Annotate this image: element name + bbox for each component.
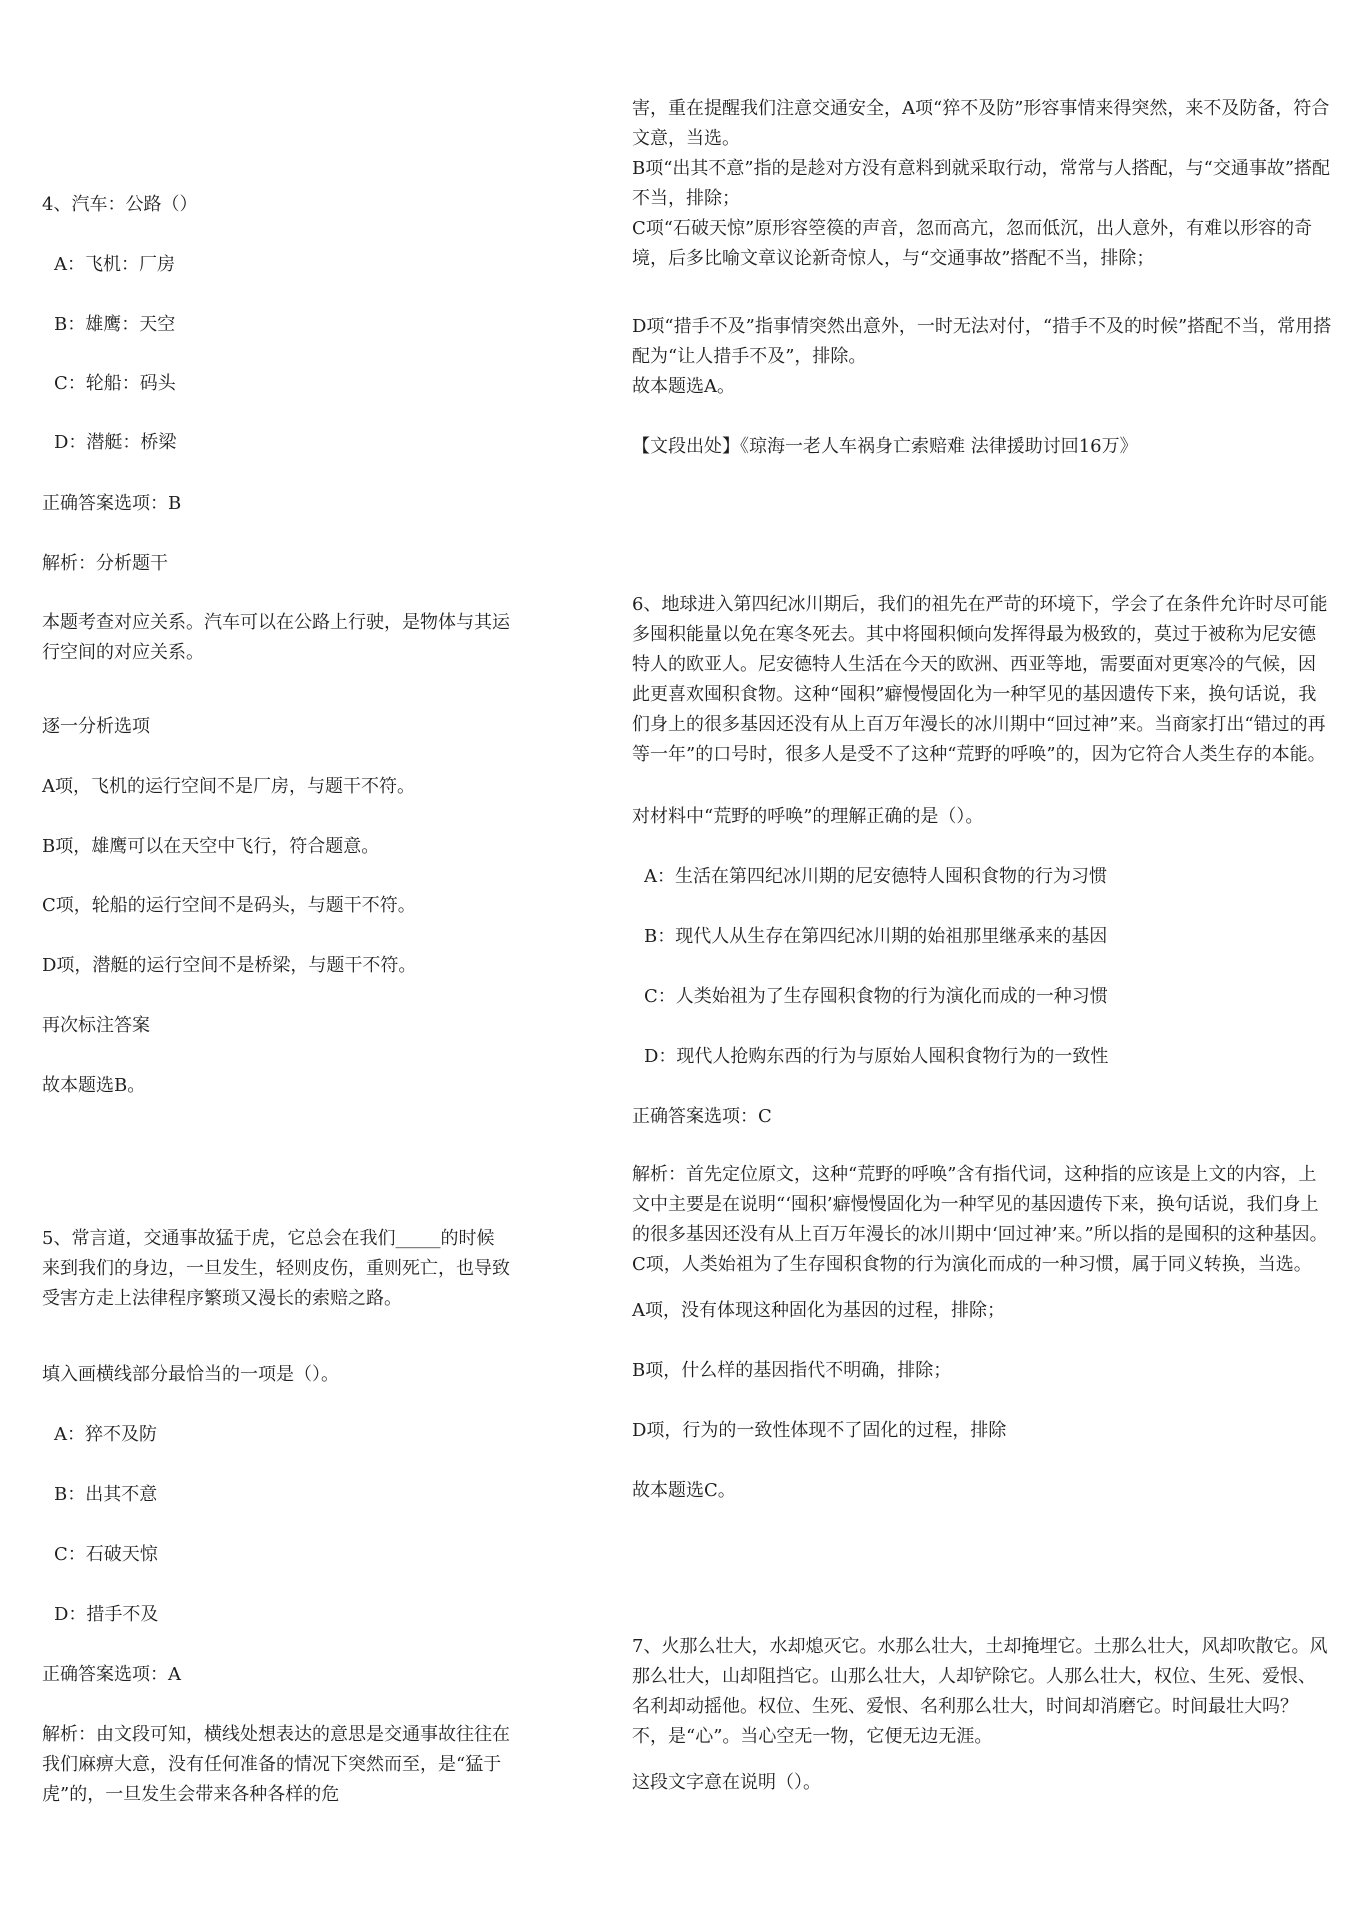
question-5-option-a: A：猝不及防 <box>54 1424 157 1445</box>
question-7-passage: 7、火那么壮大，水却熄灭它。水那么壮大，土却掩埋它。土那么壮大，风却吹散它。风那么壮大，山却阻挡它。山那么壮大，人却铲除它。人那么壮大，权位、生死、爱恨、名利却动摇他。权位、生死、爱恨、名利那么壮大，时间却消磨它。时间最壮大吗？不，是“心”。当心空无一物，它便无边无涯。 <box>632 1636 1328 1747</box>
question-4-option-a: A：飞机：厂房 <box>54 254 175 275</box>
question-6-option-a: A：生活在第四纪冰川期的尼安德特人囤积食物的行为习惯 <box>644 866 1107 887</box>
question-4-recheck: 再次标注答案 <box>42 1015 150 1036</box>
question-4-stem: 4、汽车：公路（） <box>42 194 198 215</box>
question-5-option-d-analysis: D项“措手不及”指事情突然出意外，一时无法对付，“措手不及的时候”搭配不当，常用搭配为“让人措手不及”，排除。 <box>632 316 1332 367</box>
question-4-conclusion: 故本题选B。 <box>42 1075 146 1096</box>
question-6-answer: 正确答案选项：C <box>632 1106 772 1127</box>
question-6-option-c: C：人类始祖为了生存囤积食物的行为演化而成的一种习惯 <box>644 986 1108 1007</box>
question-6-option-a-analysis: A项，没有体现这种固化为基因的过程，排除； <box>632 1300 1005 1321</box>
question-5-option-b-analysis: B项“出其不意”指的是趁对方没有意料到就采取行动，常常与人搭配，与“交通事故”搭配不当，排除； <box>632 158 1331 209</box>
question-4-option-analysis-d: D项，潜艇的运行空间不是桥梁，与题干不符。 <box>42 955 417 976</box>
question-4-option-analysis-c: C项，轮船的运行空间不是码头，与题干不符。 <box>42 895 416 916</box>
question-5-prompt: 填入画横线部分最恰当的一项是（）。 <box>42 1364 339 1385</box>
question-4-step-title: 逐一分析选项 <box>42 716 150 737</box>
question-4-option-d: D：潜艇：桥梁 <box>54 432 177 453</box>
question-6-option-b-analysis: B项，什么样的基因指代不明确，排除； <box>632 1360 952 1381</box>
question-4-option-c: C：轮船：码头 <box>54 373 176 394</box>
question-4-option-analysis-b: B项，雄鹰可以在天空中飞行，符合题意。 <box>42 836 380 857</box>
question-4-analysis-text: 本题考查对应关系。汽车可以在公路上行驶，是物体与其运行空间的对应关系。 <box>42 612 510 663</box>
question-4-answer: 正确答案选项：B <box>42 493 182 514</box>
question-6-conclusion: 故本题选C。 <box>632 1480 736 1501</box>
question-5-option-b: B：出其不意 <box>54 1484 158 1505</box>
question-5-source: 【文段出处】《琼海一老人车祸身亡索赔难 法律援助讨回16万》 <box>632 436 1138 457</box>
question-4-option-b: B：雄鹰：天空 <box>54 314 176 335</box>
question-6-analysis: 解析：首先定位原文，这种“荒野的呼唤”含有指代词，这种指的应该是上文的内容，上文中主要是在说明“‘囤积’癖慢慢固化为一种罕见的基因遗传下来，换句话说，我们身上的很多基因还没有从上百万年漫长的冰川期中‘回过神’来。”所以指的是囤积的这种基因。C项，人类始祖为了生存囤积食物的行为演化而成的一种习惯，属于同义转换，当选。 <box>632 1164 1328 1275</box>
question-6-prompt: 对材料中“荒野的呼唤”的理解正确的是（）。 <box>632 806 984 827</box>
question-6-option-d-analysis: D项，行为的一致性体现不了固化的过程，排除 <box>632 1420 1007 1441</box>
question-6-passage: 6、地球进入第四纪冰川期后，我们的祖先在严苛的环境下，学会了在条件允许时尽可能多囤积能量以免在寒冬死去。其中将囤积倾向发挥得最为极致的，莫过于被称为尼安德特人的欧亚人。尼安德特人生活在今天的欧洲、西亚等地，需要面对更寒冷的气候，因此更喜欢囤积食物。这种“囤积”癖慢慢固化为一种罕见的基因遗传下来，换句话说，我们身上的很多基因还没有从上百万年漫长的冰川期中“回过神”来。当商家打出“错过的再等一年”的口号时，很多人是受不了这种“荒野的呼唤”的，因为它符合人类生存的本能。 <box>632 594 1328 765</box>
question-5-conclusion: 故本题选A。 <box>632 376 735 397</box>
question-5-stem: 5、常言道，交通事故猛于虎，它总会在我们_____的时候来到我们的身边，一旦发生，轻则皮伤，重则死亡，也导致受害方走上法律程序繁琐又漫长的索赔之路。 <box>42 1228 510 1309</box>
question-6-option-d: D：现代人抢购东西的行为与原始人囤积食物行为的一致性 <box>644 1046 1109 1067</box>
question-4-analysis-title: 解析：分析题干 <box>42 553 168 574</box>
question-5-option-d: D：措手不及 <box>54 1604 159 1625</box>
question-5-option-c: C：石破天惊 <box>54 1544 158 1565</box>
question-7-prompt: 这段文字意在说明（）。 <box>632 1772 821 1793</box>
question-4-option-analysis-a: A项，飞机的运行空间不是厂房，与题干不符。 <box>42 776 415 797</box>
question-5-answer: 正确答案选项：A <box>42 1664 181 1685</box>
question-5-analysis: 解析：由文段可知，横线处想表达的意思是交通事故往往在我们麻痹大意，没有任何准备的情况下突然而至，是“猛于虎”的，一旦发生会带来各种各样的危 <box>42 1724 510 1805</box>
question-6-option-b: B：现代人从生存在第四纪冰川期的始祖那里继承来的基因 <box>644 926 1108 947</box>
question-5-option-c-analysis: C项“石破天惊”原形容箜篌的声音，忽而高亢，忽而低沉，出人意外，有难以形容的奇境，后多比喻文章议论新奇惊人，与“交通事故”搭配不当，排除； <box>632 218 1313 269</box>
question-5-analysis-continued: 害，重在提醒我们注意交通安全，A项“猝不及防”形容事情来得突然，来不及防备，符合文意，当选。 <box>632 98 1330 149</box>
